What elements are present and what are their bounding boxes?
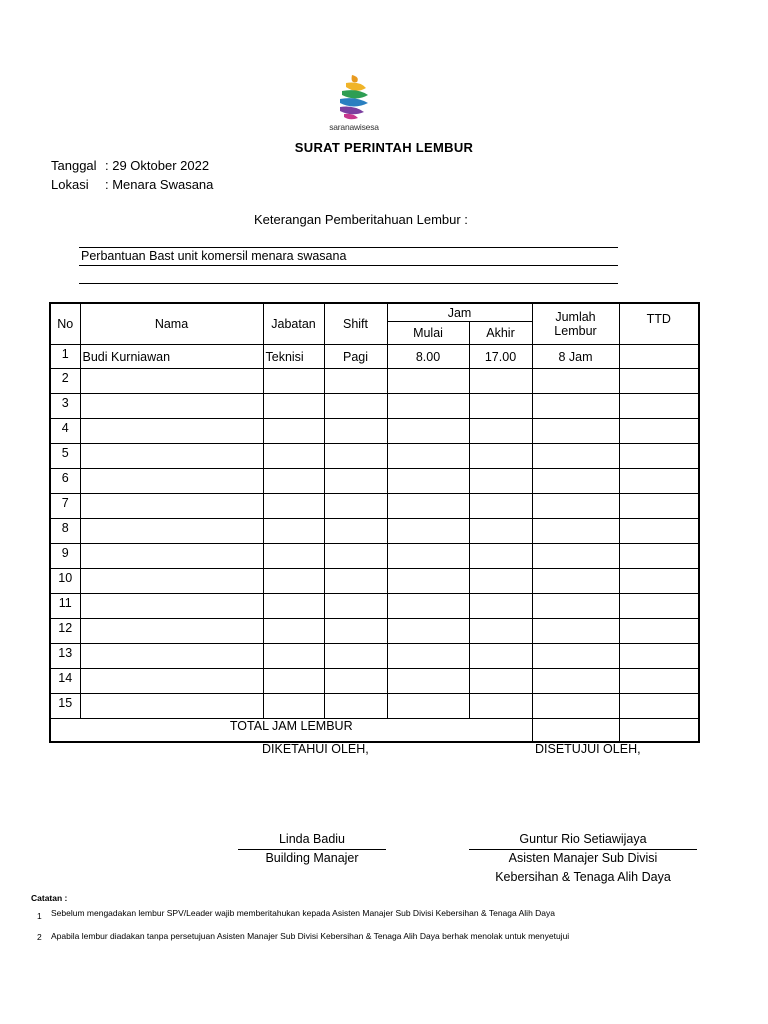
- cell-shift: [324, 494, 387, 519]
- cell-shift: [324, 469, 387, 494]
- cell-jumlah: [532, 444, 619, 469]
- location-label: Lokasi: [51, 177, 89, 192]
- cell-jabatan: [263, 419, 324, 444]
- cell-akhir: [469, 694, 532, 719]
- cell-nama: [80, 569, 263, 594]
- cell-akhir: [469, 519, 532, 544]
- cell-no: 12: [50, 619, 80, 644]
- cell-nama: [80, 444, 263, 469]
- cell-akhir: [469, 644, 532, 669]
- header-ttd: TTD: [619, 303, 699, 345]
- table-row: [50, 444, 699, 469]
- cell-mulai: [387, 644, 469, 669]
- cell-jabatan: [263, 494, 324, 519]
- cell-shift: Pagi: [324, 345, 387, 369]
- header-no: No: [50, 303, 80, 345]
- cell-no: 8: [50, 519, 80, 544]
- left-signer-name: Linda Badiu: [278, 832, 346, 846]
- cell-mulai: [387, 394, 469, 419]
- cell-jumlah: [532, 519, 619, 544]
- cell-nama: [80, 594, 263, 619]
- cell-shift: [324, 619, 387, 644]
- note-text: Apabila lembur diadakan tanpa persetujuan Asisten Manajer Sub Divisi Kebersihan & Tenaga Alih Daya berhak menolak untuk menyetujui: [51, 931, 570, 941]
- cell-mulai: [387, 569, 469, 594]
- cell-nama: [80, 669, 263, 694]
- cell-no: 13: [50, 644, 80, 669]
- cell-ttd: [619, 369, 699, 394]
- cell-shift: [324, 519, 387, 544]
- cell-mulai: 8.00: [387, 345, 469, 369]
- left-signer-title: Building Manajer: [265, 851, 359, 865]
- cell-jumlah: [532, 469, 619, 494]
- cell-jumlah: [532, 394, 619, 419]
- cell-mulai: [387, 444, 469, 469]
- cell-mulai: [387, 469, 469, 494]
- date-value: : 29 Oktober 2022: [105, 158, 210, 173]
- cell-nama: [80, 619, 263, 644]
- cell-akhir: [469, 544, 532, 569]
- known-by-heading: DIKETAHUI OLEH,: [262, 742, 369, 756]
- right-signer-name: Guntur Rio Setiawijaya: [519, 832, 647, 846]
- total-jumlah-cell: [532, 719, 619, 743]
- cell-mulai: [387, 619, 469, 644]
- note-number: 1: [37, 911, 42, 921]
- cell-jabatan: [263, 569, 324, 594]
- cell-nama: [80, 369, 263, 394]
- cell-shift: [324, 669, 387, 694]
- cell-akhir: 17.00: [469, 345, 532, 369]
- cell-nama: [80, 544, 263, 569]
- approved-by-heading: DISETUJUI OLEH,: [535, 742, 641, 756]
- table-row: [50, 544, 699, 569]
- cell-akhir: [469, 494, 532, 519]
- date-label: Tanggal: [51, 158, 97, 173]
- cell-ttd: [619, 544, 699, 569]
- cell-ttd: [619, 394, 699, 419]
- divider-line: [79, 283, 618, 284]
- cell-nama: [80, 644, 263, 669]
- cell-jabatan: [263, 594, 324, 619]
- right-signer-title-line1: Asisten Manajer Sub Divisi: [508, 851, 658, 865]
- cell-no: 11: [50, 594, 80, 619]
- table-row: [50, 669, 699, 694]
- cell-jabatan: [263, 619, 324, 644]
- cell-jumlah: [532, 544, 619, 569]
- table-row: [50, 469, 699, 494]
- cell-jumlah: [532, 669, 619, 694]
- cell-jumlah: [532, 619, 619, 644]
- cell-akhir: [469, 569, 532, 594]
- cell-jabatan: [263, 469, 324, 494]
- cell-shift: [324, 694, 387, 719]
- cell-mulai: [387, 669, 469, 694]
- cell-no: 9: [50, 544, 80, 569]
- notes-heading: Catatan :: [31, 893, 68, 903]
- cell-jumlah: [532, 644, 619, 669]
- total-label: TOTAL JAM LEMBUR: [50, 719, 532, 743]
- cell-ttd: [619, 619, 699, 644]
- cell-no: 1: [50, 345, 80, 369]
- cell-shift: [324, 369, 387, 394]
- cell-nama: Budi Kurniawan: [80, 345, 263, 369]
- table-row: [50, 694, 699, 719]
- cell-akhir: [469, 394, 532, 419]
- cell-nama: [80, 694, 263, 719]
- note-number: 2: [37, 932, 42, 942]
- cell-akhir: [469, 369, 532, 394]
- note-text: Sebelum mengadakan lembur SPV/Leader wajib memberitahukan kepada Asisten Manajer Sub Divisi Kebersihan & Tenaga Alih Daya: [51, 908, 555, 918]
- cell-akhir: [469, 669, 532, 694]
- cell-jabatan: [263, 519, 324, 544]
- table-row: [50, 569, 699, 594]
- cell-jumlah: [532, 494, 619, 519]
- cell-akhir: [469, 594, 532, 619]
- cell-no: 6: [50, 469, 80, 494]
- description-heading: Keterangan Pemberitahuan Lembur :: [254, 212, 468, 227]
- location-value: : Menara Swasana: [105, 177, 214, 192]
- cell-shift: [324, 394, 387, 419]
- right-signer-title-line2: Kebersihan & Tenaga Alih Daya: [495, 870, 671, 884]
- cell-jabatan: [263, 444, 324, 469]
- cell-mulai: [387, 369, 469, 394]
- table-row: [50, 394, 699, 419]
- cell-mulai: [387, 694, 469, 719]
- cell-ttd: [619, 494, 699, 519]
- cell-akhir: [469, 469, 532, 494]
- cell-akhir: [469, 619, 532, 644]
- cell-no: 15: [50, 694, 80, 719]
- cell-ttd: [619, 694, 699, 719]
- cell-jumlah: 8 Jam: [532, 345, 619, 369]
- cell-mulai: [387, 519, 469, 544]
- cell-ttd: [619, 569, 699, 594]
- table-row: [50, 419, 699, 444]
- table-row: [50, 345, 699, 369]
- table-row: [50, 644, 699, 669]
- cell-jumlah: [532, 594, 619, 619]
- cell-mulai: [387, 544, 469, 569]
- cell-akhir: [469, 419, 532, 444]
- cell-no: 10: [50, 569, 80, 594]
- signature-line: [469, 849, 697, 850]
- cell-shift: [324, 644, 387, 669]
- cell-ttd: [619, 519, 699, 544]
- table-row: [50, 369, 699, 394]
- header-jam: Jam: [387, 303, 532, 322]
- cell-ttd: [619, 469, 699, 494]
- cell-jabatan: [263, 669, 324, 694]
- cell-nama: [80, 519, 263, 544]
- table-row: [50, 494, 699, 519]
- cell-mulai: [387, 494, 469, 519]
- table-row: [50, 519, 699, 544]
- cell-ttd: [619, 444, 699, 469]
- cell-jabatan: [263, 544, 324, 569]
- divider-line: [79, 247, 618, 248]
- cell-nama: [80, 469, 263, 494]
- cell-shift: [324, 544, 387, 569]
- cell-shift: [324, 594, 387, 619]
- header-shift: Shift: [324, 303, 387, 345]
- cell-jumlah: [532, 694, 619, 719]
- cell-jabatan: [263, 394, 324, 419]
- cell-jumlah: [532, 419, 619, 444]
- total-row: [50, 719, 699, 743]
- cell-no: 5: [50, 444, 80, 469]
- document-title: SURAT PERINTAH LEMBUR: [294, 140, 474, 155]
- cell-akhir: [469, 444, 532, 469]
- cell-no: 3: [50, 394, 80, 419]
- cell-ttd: [619, 644, 699, 669]
- header-mulai: Mulai: [387, 322, 469, 345]
- header-akhir: Akhir: [469, 322, 532, 345]
- cell-nama: [80, 419, 263, 444]
- cell-no: 2: [50, 369, 80, 394]
- document-meta: [51, 158, 351, 198]
- cell-jabatan: Teknisi: [263, 345, 324, 369]
- cell-nama: [80, 494, 263, 519]
- cell-jabatan: [263, 644, 324, 669]
- overtime-table: [49, 302, 700, 743]
- cell-ttd: [619, 669, 699, 694]
- cell-shift: [324, 569, 387, 594]
- header-nama: Nama: [80, 303, 263, 345]
- cell-ttd: [619, 594, 699, 619]
- total-ttd-cell: [619, 719, 699, 743]
- table-row: [50, 594, 699, 619]
- cell-ttd: [619, 419, 699, 444]
- company-logo: [326, 72, 382, 134]
- table-row: [50, 619, 699, 644]
- cell-mulai: [387, 419, 469, 444]
- cell-jumlah: [532, 569, 619, 594]
- cell-no: 7: [50, 494, 80, 519]
- signature-line: [238, 849, 386, 850]
- header-jumlah: Jumlah Lembur: [532, 303, 619, 345]
- cell-nama: [80, 394, 263, 419]
- cell-no: 4: [50, 419, 80, 444]
- cell-jabatan: [263, 369, 324, 394]
- cell-mulai: [387, 594, 469, 619]
- cell-jumlah: [532, 369, 619, 394]
- cell-no: 14: [50, 669, 80, 694]
- cell-shift: [324, 419, 387, 444]
- cell-jabatan: [263, 694, 324, 719]
- header-jabatan: Jabatan: [263, 303, 324, 345]
- divider-line: [79, 265, 618, 266]
- cell-ttd: [619, 345, 699, 369]
- logo-text: saranawisesa: [329, 122, 379, 132]
- description-text: Perbantuan Bast unit komersil menara swasana: [81, 249, 347, 263]
- cell-shift: [324, 444, 387, 469]
